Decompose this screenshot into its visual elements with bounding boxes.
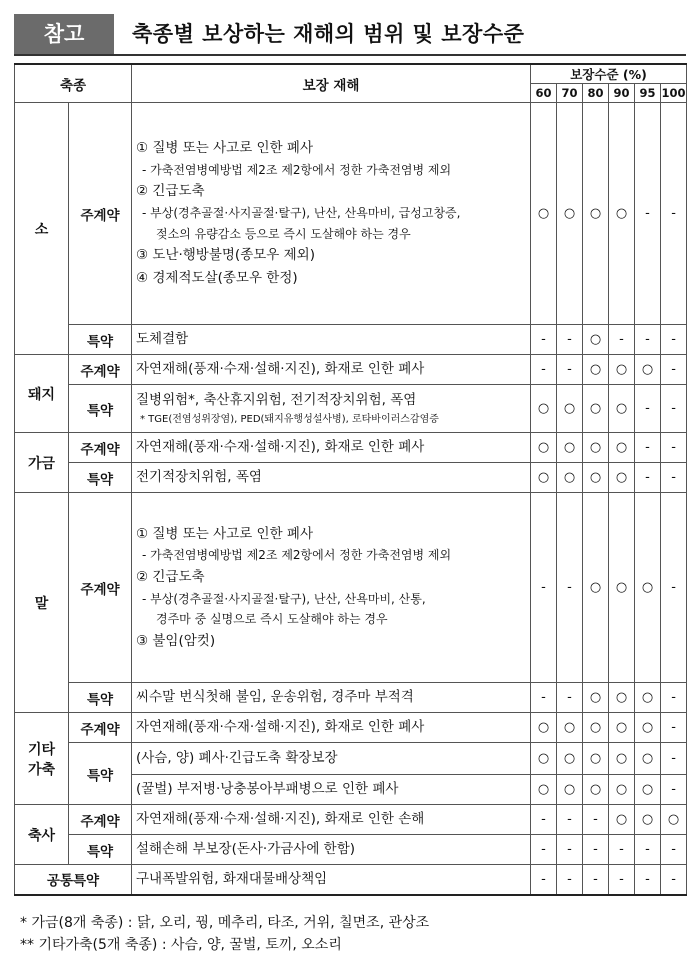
- level-mark: -: [661, 683, 687, 713]
- level-mark: ○: [609, 805, 635, 835]
- footnotes: [20, 912, 429, 956]
- level-mark: ○: [531, 433, 557, 463]
- level-mark: -: [609, 325, 635, 355]
- table-row: [15, 325, 687, 355]
- table-row: [15, 103, 687, 325]
- coverage-line: ② 긴급도축: [136, 183, 205, 200]
- table-row: [15, 865, 687, 895]
- animal-cell: 기타 가축: [15, 713, 69, 805]
- coverage-line: - 가축전염병예방법 제2조 제2항에서 정한 가축전염병 제외: [142, 162, 452, 177]
- level-mark: ○: [609, 355, 635, 385]
- coverage-cell: 구내폭발위험, 화재대물배상책임: [132, 865, 531, 895]
- level-mark: ○: [557, 713, 583, 743]
- level-mark: ○: [609, 103, 635, 325]
- table-row: [15, 493, 687, 683]
- animal-cell: 소: [15, 103, 69, 355]
- header-coverage: 보장 재해: [132, 64, 531, 103]
- coverage-cell: [132, 775, 531, 805]
- coverage-line: (사슴, 양) 폐사·긴급도축 확장보장: [136, 750, 338, 767]
- level-mark: ○: [583, 355, 609, 385]
- coverage-line: - 부상(경추골절·사지골절·탈구), 난산, 산욕마비, 산통,: [142, 591, 426, 606]
- contract-type-cell: 특약: [69, 385, 132, 433]
- contract-type-cell: 주계약: [69, 103, 132, 325]
- table-row: [15, 805, 687, 835]
- animal-cell: 돼지: [15, 355, 69, 433]
- level-mark: ○: [583, 493, 609, 683]
- level-mark: ○: [557, 463, 583, 493]
- contract-type-cell: 특약: [69, 835, 132, 865]
- level-mark: ○: [635, 683, 661, 713]
- contract-type-cell: 특약: [69, 683, 132, 713]
- level-mark: -: [661, 325, 687, 355]
- level-mark: -: [661, 835, 687, 865]
- level-mark: -: [635, 325, 661, 355]
- level-mark: -: [557, 835, 583, 865]
- coverage-line: 자연재해(풍재·수재·설해·지진), 화재로 인한 폐사: [136, 719, 425, 736]
- table-row: [15, 355, 687, 385]
- level-mark: ○: [609, 385, 635, 433]
- coverage-line: 설해손해 부보장(돈사·가금사에 한함): [136, 841, 356, 858]
- footnote-poultry: * 가금(8개 축종) : 닭, 오리, 꿩, 메추리, 타조, 거위, 칠면조, 관상조: [20, 915, 430, 931]
- coverage-cell: [132, 743, 531, 775]
- level-mark: ○: [531, 775, 557, 805]
- level-mark: -: [557, 805, 583, 835]
- level-mark: ○: [583, 325, 609, 355]
- level-mark: ○: [635, 355, 661, 385]
- level-mark: -: [531, 835, 557, 865]
- level-100: 100: [661, 84, 687, 103]
- coverage-cell: [132, 385, 531, 433]
- level-mark: -: [531, 865, 557, 895]
- header-animal: 축종: [15, 64, 132, 103]
- level-mark: -: [635, 433, 661, 463]
- title-bar: [14, 14, 686, 54]
- table-row: [15, 433, 687, 463]
- contract-type-cell: 주계약: [69, 805, 132, 835]
- level-mark: ○: [557, 743, 583, 775]
- coverage-line: ① 질병 또는 사고로 인한 폐사: [136, 525, 314, 542]
- level-mark: ○: [531, 103, 557, 325]
- level-mark: ○: [583, 775, 609, 805]
- level-mark: -: [531, 355, 557, 385]
- level-mark: ○: [531, 385, 557, 433]
- level-mark: -: [635, 463, 661, 493]
- level-mark: -: [531, 493, 557, 683]
- level-mark: -: [609, 865, 635, 895]
- coverage-cell: [132, 325, 531, 355]
- coverage-cell: [132, 463, 531, 493]
- coverage-line: - 부상(경추골절·사지골절·탈구), 난산, 산욕마비, 급성고창증,: [142, 206, 461, 221]
- level-mark: ○: [635, 805, 661, 835]
- coverage-cell: [132, 103, 531, 325]
- coverage-line: ④ 경제적도살(종모우 한정): [136, 270, 298, 287]
- level-mark: -: [661, 775, 687, 805]
- animal-cell: 축사: [15, 805, 69, 865]
- level-mark: -: [661, 743, 687, 775]
- level-mark: -: [531, 805, 557, 835]
- level-mark: ○: [531, 743, 557, 775]
- table-row: [15, 463, 687, 493]
- level-mark: -: [609, 835, 635, 865]
- level-mark: ○: [609, 493, 635, 683]
- table-row: [15, 835, 687, 865]
- coverage-line: 자연재해(풍재·수재·설해·지진), 화재로 인한 폐사: [136, 439, 425, 456]
- contract-type-cell: 주계약: [69, 493, 132, 683]
- reference-badge: 참고: [14, 14, 114, 54]
- coverage-line: * TGE(전염성위장염), PED(돼지유행성설사병), 로타바이러스감염증: [140, 414, 439, 426]
- contract-type-cell: 주계약: [69, 355, 132, 385]
- level-mark: ○: [583, 743, 609, 775]
- level-mark: -: [661, 103, 687, 325]
- level-mark: -: [583, 865, 609, 895]
- coverage-cell: [132, 355, 531, 385]
- page-title: 축종별 보상하는 재해의 범위 및 보장수준: [132, 22, 525, 46]
- level-mark: -: [531, 325, 557, 355]
- coverage-cell: [132, 713, 531, 743]
- coverage-table: [14, 63, 687, 896]
- coverage-line: ③ 불임(암컷): [136, 632, 216, 649]
- coverage-line: ③ 도난·행방불명(종모우 제외): [136, 247, 315, 264]
- level-70: 70: [557, 84, 583, 103]
- level-mark: -: [661, 713, 687, 743]
- level-mark: ○: [557, 433, 583, 463]
- level-60: 60: [531, 84, 557, 103]
- level-80: 80: [583, 84, 609, 103]
- level-mark: -: [635, 865, 661, 895]
- level-mark: -: [557, 325, 583, 355]
- level-mark: ○: [635, 713, 661, 743]
- level-mark: ○: [531, 713, 557, 743]
- coverage-line: 젖소의 유량감소 등으로 즉시 도살해야 하는 경우: [156, 226, 411, 241]
- contract-type-cell: 특약: [69, 463, 132, 493]
- level-mark: -: [557, 865, 583, 895]
- level-mark: -: [661, 385, 687, 433]
- level-mark: ○: [583, 385, 609, 433]
- animal-cell: 말: [15, 493, 69, 713]
- level-mark: ○: [609, 463, 635, 493]
- level-mark: ○: [557, 385, 583, 433]
- level-mark: ○: [557, 103, 583, 325]
- level-mark: ○: [583, 683, 609, 713]
- level-mark: ○: [661, 805, 687, 835]
- level-mark: ○: [583, 103, 609, 325]
- level-mark: -: [635, 835, 661, 865]
- table-row: [15, 385, 687, 433]
- level-mark: ○: [609, 433, 635, 463]
- level-90: 90: [609, 84, 635, 103]
- level-95: 95: [635, 84, 661, 103]
- level-mark: -: [661, 433, 687, 463]
- level-mark: ○: [609, 683, 635, 713]
- coverage-line: 자연재해(풍재·수재·설해·지진), 화재로 인한 손해: [136, 811, 425, 828]
- level-mark: -: [557, 493, 583, 683]
- coverage-line: 경주마 중 실명으로 즉시 도살해야 하는 경우: [156, 612, 388, 627]
- contract-type-cell: 특약: [69, 325, 132, 355]
- level-mark: -: [661, 865, 687, 895]
- table-row: [15, 743, 687, 775]
- level-mark: -: [661, 355, 687, 385]
- level-mark: ○: [609, 713, 635, 743]
- table-body: [15, 103, 687, 895]
- coverage-cell: [132, 835, 531, 865]
- coverage-line: ① 질병 또는 사고로 인한 폐사: [136, 140, 314, 157]
- coverage-line: 질병위험*, 축산휴지위험, 전기적장치위험, 폭염: [136, 391, 417, 408]
- table-row: [15, 683, 687, 713]
- coverage-line: (꿀벌) 부저병·낭충봉아부패병으로 인한 폐사: [136, 781, 399, 798]
- animal-cell: 가금: [15, 433, 69, 493]
- level-mark: ○: [635, 743, 661, 775]
- level-mark: ○: [635, 775, 661, 805]
- contract-type-cell: 특약: [69, 743, 132, 805]
- coverage-line: 자연재해(풍재·수재·설해·지진), 화재로 인한 폐사: [136, 361, 425, 378]
- level-mark: ○: [583, 463, 609, 493]
- level-mark: -: [583, 835, 609, 865]
- level-mark: ○: [583, 433, 609, 463]
- coverage-line: - 가축전염병예방법 제2조 제2항에서 정한 가축전염병 제외: [142, 548, 452, 563]
- level-mark: -: [661, 463, 687, 493]
- level-mark: ○: [635, 493, 661, 683]
- level-mark: -: [635, 385, 661, 433]
- header-level: 보장수준 (%): [531, 64, 687, 84]
- coverage-line: 씨수말 번식첫해 불임, 운송위험, 경주마 부적격: [136, 689, 414, 706]
- contract-type-cell: 주계약: [69, 713, 132, 743]
- level-mark: -: [557, 683, 583, 713]
- coverage-line: ② 긴급도축: [136, 568, 205, 585]
- coverage-line: 도체결함: [136, 331, 189, 348]
- common-contract-label: 공통특약: [15, 865, 132, 895]
- level-mark: ○: [557, 775, 583, 805]
- level-mark: -: [557, 355, 583, 385]
- level-mark: -: [583, 805, 609, 835]
- coverage-cell: [132, 433, 531, 463]
- level-mark: ○: [531, 463, 557, 493]
- level-mark: -: [531, 683, 557, 713]
- level-mark: ○: [609, 775, 635, 805]
- level-mark: ○: [609, 743, 635, 775]
- table-row: [15, 713, 687, 743]
- coverage-cell: [132, 683, 531, 713]
- footnote-other-livestock: ** 기타가축(5개 축종) : 사슴, 양, 꿀벌, 토끼, 오소리: [20, 937, 342, 953]
- coverage-cell: [132, 493, 531, 683]
- contract-type-cell: 주계약: [69, 433, 132, 463]
- level-mark: -: [635, 103, 661, 325]
- title-underline: [14, 54, 686, 56]
- coverage-cell: [132, 805, 531, 835]
- level-mark: ○: [583, 713, 609, 743]
- coverage-line: 전기적장치위험, 폭염: [136, 469, 262, 486]
- level-mark: -: [661, 493, 687, 683]
